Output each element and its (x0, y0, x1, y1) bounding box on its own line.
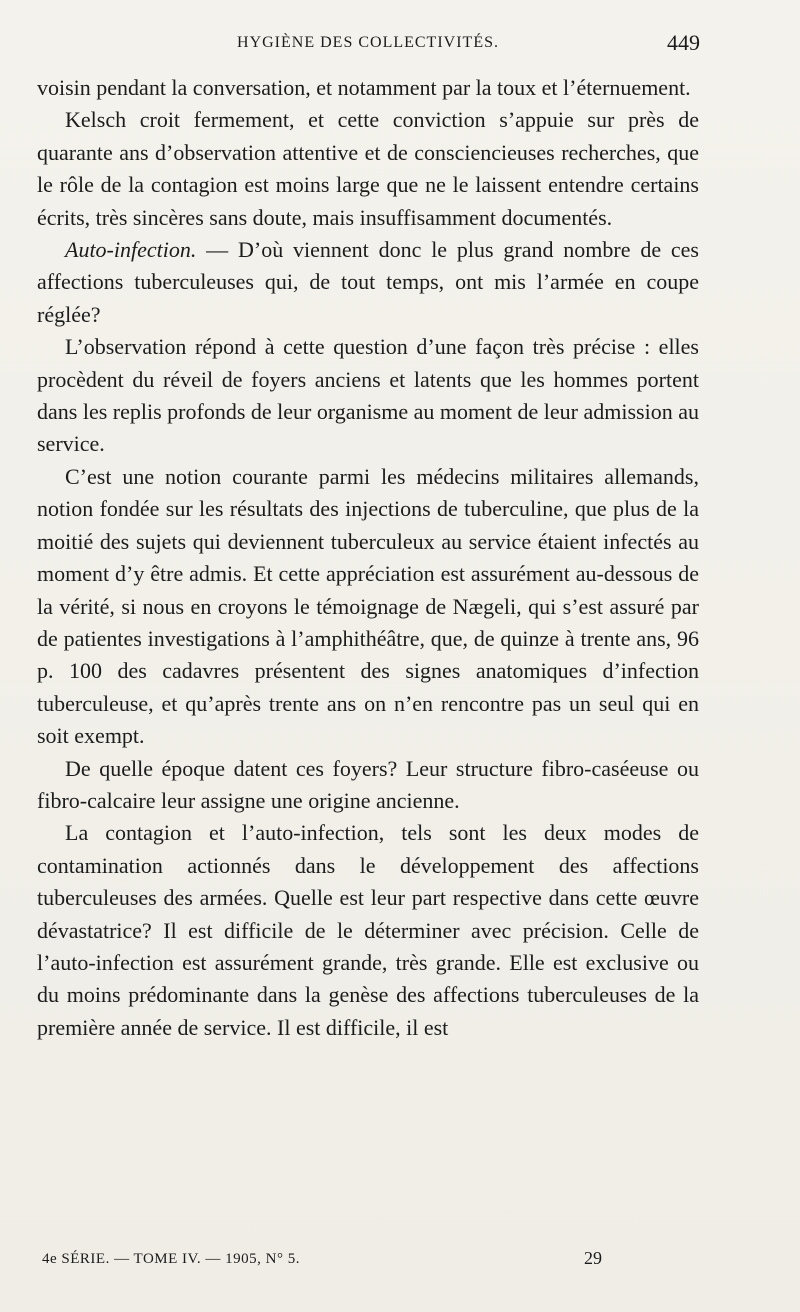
signature-mark: 29 (584, 1248, 602, 1268)
paragraph-text: De quelle époque datent ces foyers? Leur structure fibro-caséeuse ou fibro-calcaire leur assigne une origine ancienne. (37, 755, 699, 813)
paragraph-text: L’observation répond à cette question d’une façon très précise : elles procèdent du réveil de foyers anciens et latents que les hommes portent dans les replis profonds de leur organisme au moment de leur admission au service. (37, 334, 699, 457)
paragraph-4 (37, 331, 699, 461)
paragraph-text: La contagion et l’auto-infection, tels sont les deux modes de contamination actionnés dans le développement des affections tuberculeuses des armées. Quelle est leur part respective dans cette œuvre dévastatrice? Il est difficile de le déterminer avec précision. Celle de l’auto-infection est assurément grande, très grande. Elle est exclusive ou du moins prédominante dans la genèse des affections tuberculeuses de la première année de service. Il est difficile, il est (37, 820, 699, 1040)
paragraph-7 (37, 817, 699, 1044)
running-title: HYGIÈNE DES COLLECTIVITÉS. (237, 34, 499, 51)
page-footer (42, 1248, 622, 1276)
page-number: 449 (667, 30, 700, 55)
paragraph-text: Kelsch croit fermement, et cette conviction s’appuie sur près de quarante ans d’observation attentive et de consciencieuses recherches, que le rôle de la contagion est moins large que ne le laissent entendre certains écrits, très sincères sans doute, mais insuffisamment documentés. (37, 107, 699, 230)
paragraph-3 (37, 234, 699, 331)
footer-series: 4e SÉRIE. — TOME IV. — 1905, N° 5. (42, 1251, 301, 1267)
paragraph-6 (37, 753, 699, 818)
page-header (36, 30, 700, 64)
paragraph-2 (37, 104, 699, 234)
paragraph-text: C’est une notion courante parmi les médecins militaires allemands, notion fondée sur les résultats des injections de tuberculine, que plus de la moitié des sujets qui deviennent tuberculeux au service étaient infectés au moment d’y être admis. Et cette appréciation est assurément au-dessous de la vérité, si nous en croyons le témoignage de Nægeli, qui s’est assuré par de patientes investigations à l’amphithéâtre, que, de quinze à trente ans, 96 p. 100 des cadavres présentent des signes anatomiques d’infection tuberculeuse, et qu’après trente ans on n’en rencontre pas un seul qui en soit exempt. (37, 463, 699, 749)
section-lead: Auto-infection. (65, 237, 197, 263)
paragraph-text: — D’où viennent donc le plus grand nombre de ces affections tuberculeuses qui, de tout temps, ont mis l’armée en coupe réglée? (37, 237, 699, 327)
paragraph-text: voisin pendant la conversation, et notamment par la toux et l’éternuement. (37, 75, 691, 100)
paragraph-1 (37, 72, 699, 104)
paragraph-5 (37, 461, 699, 753)
body-text (37, 72, 699, 1044)
